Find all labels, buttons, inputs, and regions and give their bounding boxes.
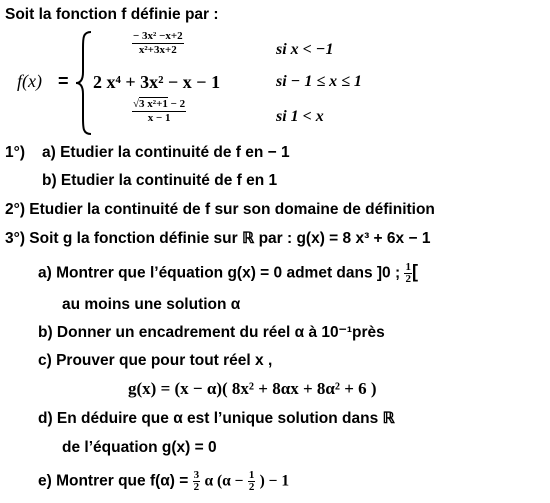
curly-brace-icon	[74, 30, 94, 136]
q3-e-f1-den: 2	[193, 481, 200, 493]
case3-condition: si 1 < x	[276, 108, 324, 125]
q3-e-f1-num: 3	[193, 469, 200, 481]
q3-a-frac-den: 2	[405, 273, 411, 285]
q3-e-f2-den: 2	[248, 481, 255, 493]
q2: 2°) Etudier la continuité de f sur son domaine de définition	[5, 201, 435, 218]
q3-a-fraction	[404, 262, 412, 285]
q3-e-end: ) − 1	[259, 472, 290, 490]
case1-numerator: − 3x² −x+2	[133, 30, 183, 42]
case1-denominator: x²+3x+2	[132, 43, 184, 57]
case2-expression: 2 x⁴ + 3x² − x − 1	[93, 72, 221, 92]
q1-b: b) Etudier la continuité de f en 1	[42, 172, 278, 189]
q3-e-f2-num: 1	[248, 469, 255, 481]
q3-d: d) En déduire que α est l’unique solution dans ℝ	[38, 410, 395, 427]
q3-c-equation: g(x) = (x − α)( 8x² + 8αx + 8α² + 6 )	[128, 379, 377, 398]
case3-num-rest: − 2	[170, 98, 186, 110]
q3-head: 3°) Soit g la fonction définie sur ℝ par : g(x) = 8 x³ + 6x − 1	[5, 230, 431, 247]
case3-denominator: x − 1	[132, 111, 186, 125]
equals-sign: =	[58, 71, 69, 91]
case1-condition: si x < −1	[276, 41, 334, 58]
case2-condition: si − 1 ≤ x ≤ 1	[276, 73, 362, 90]
f-of-x: f(x)	[17, 71, 42, 91]
q3-c: c) Prouver que pour tout réel x ,	[38, 352, 273, 369]
intro-text: Soit la fonction f définie par :	[5, 6, 219, 23]
q3-a-text: a) Montrer que l’équation g(x) = 0 admet dans ]0 ;	[38, 264, 401, 282]
q3-a	[38, 262, 418, 285]
q1-label: 1°)	[5, 144, 25, 161]
q3-b: b) Donner un encadrement du réel α à 10⁻¹près	[38, 324, 385, 341]
case3-radicand: 3 x²+1	[139, 98, 168, 110]
q1-a: a) Etudier la continuité de f en − 1	[42, 144, 290, 161]
q3-e	[38, 470, 289, 493]
q3-d2: de l’équation g(x) = 0	[62, 439, 217, 456]
case3-numerator: √3 x²+1 − 2	[133, 98, 186, 110]
q3-a-frac-num: 1	[405, 261, 411, 273]
function-lhs	[17, 72, 42, 91]
q3-e-fraction-1	[193, 470, 201, 493]
q3-e-middle: α (α −	[204, 472, 244, 490]
q3-e-text: e) Montrer que f(α) =	[38, 472, 189, 490]
q3-a-bracket: [	[411, 261, 418, 282]
case3-fraction	[132, 98, 186, 125]
q3-e-fraction-2	[248, 470, 256, 493]
q3-a2: au moins une solution α	[62, 296, 241, 313]
case1-fraction	[132, 30, 184, 57]
